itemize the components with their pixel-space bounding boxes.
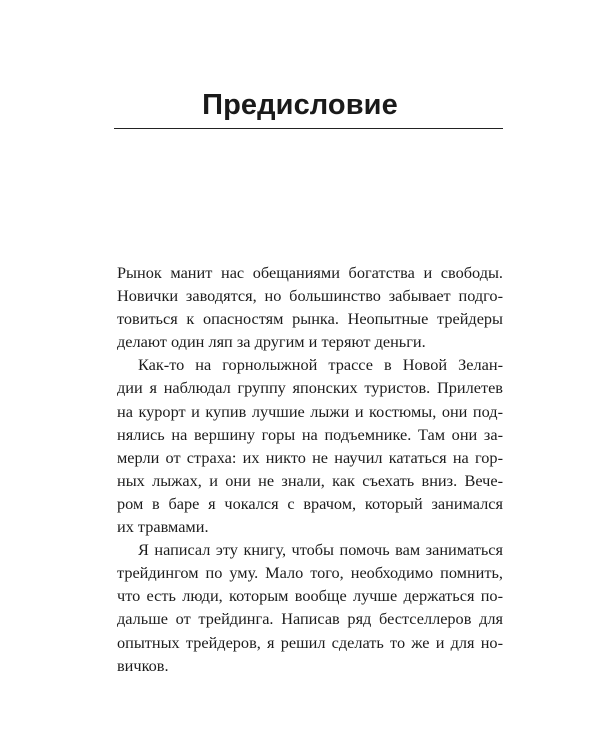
text-line: дальше от трейдинга. Написав ряд бестселлеров для bbox=[117, 609, 503, 629]
text-line: Новички заводятся, но большинство забывает подго- bbox=[117, 286, 503, 306]
text-line: дии я наблюдал группу японских туристов. Прилетев bbox=[117, 378, 503, 398]
text-line: опытных трейдеров, я решил сделать то же и для но- bbox=[117, 632, 503, 652]
text-line: товиться к опасностям рынка. Неопытные трейдеры bbox=[117, 309, 503, 329]
text-line: Я написал эту книгу, чтобы помочь вам заниматься bbox=[138, 540, 503, 560]
paragraph-1 bbox=[117, 261, 503, 353]
text-line: ром в баре я чокался с врачом, который занимался bbox=[117, 493, 503, 513]
text-line: что есть люди, которым вообще лучше держаться по- bbox=[117, 586, 503, 606]
text-line: их травмами. bbox=[117, 517, 209, 537]
text-line: делают один ляп за другим и теряют деньги. bbox=[117, 332, 426, 352]
text-line: трейдингом по уму. Мало того, необходимо помнить, bbox=[117, 563, 503, 583]
text-line: Как-то на горнолыжной трассе в Новой Зелан- bbox=[138, 355, 503, 375]
text-line: Рынок манит нас обещаниями богатства и свободы. bbox=[117, 263, 503, 282]
body-text bbox=[117, 261, 503, 677]
paragraph-3 bbox=[117, 538, 503, 677]
text-line: мерли от страха: их никто не научил кататься на гор- bbox=[117, 447, 503, 467]
text-line: на курорт и купив лучшие лыжи и костюмы, они под- bbox=[117, 401, 503, 421]
title-underline bbox=[114, 128, 503, 129]
text-line: нялись на вершину горы на подъемнике. Там они за- bbox=[117, 424, 503, 444]
text-line: вичков. bbox=[117, 655, 169, 675]
paragraph-2 bbox=[117, 353, 503, 538]
chapter-title: Предисловие bbox=[202, 89, 398, 121]
text-line: ных лыжах, и они не знали, как съехать вниз. Вече- bbox=[117, 470, 503, 490]
